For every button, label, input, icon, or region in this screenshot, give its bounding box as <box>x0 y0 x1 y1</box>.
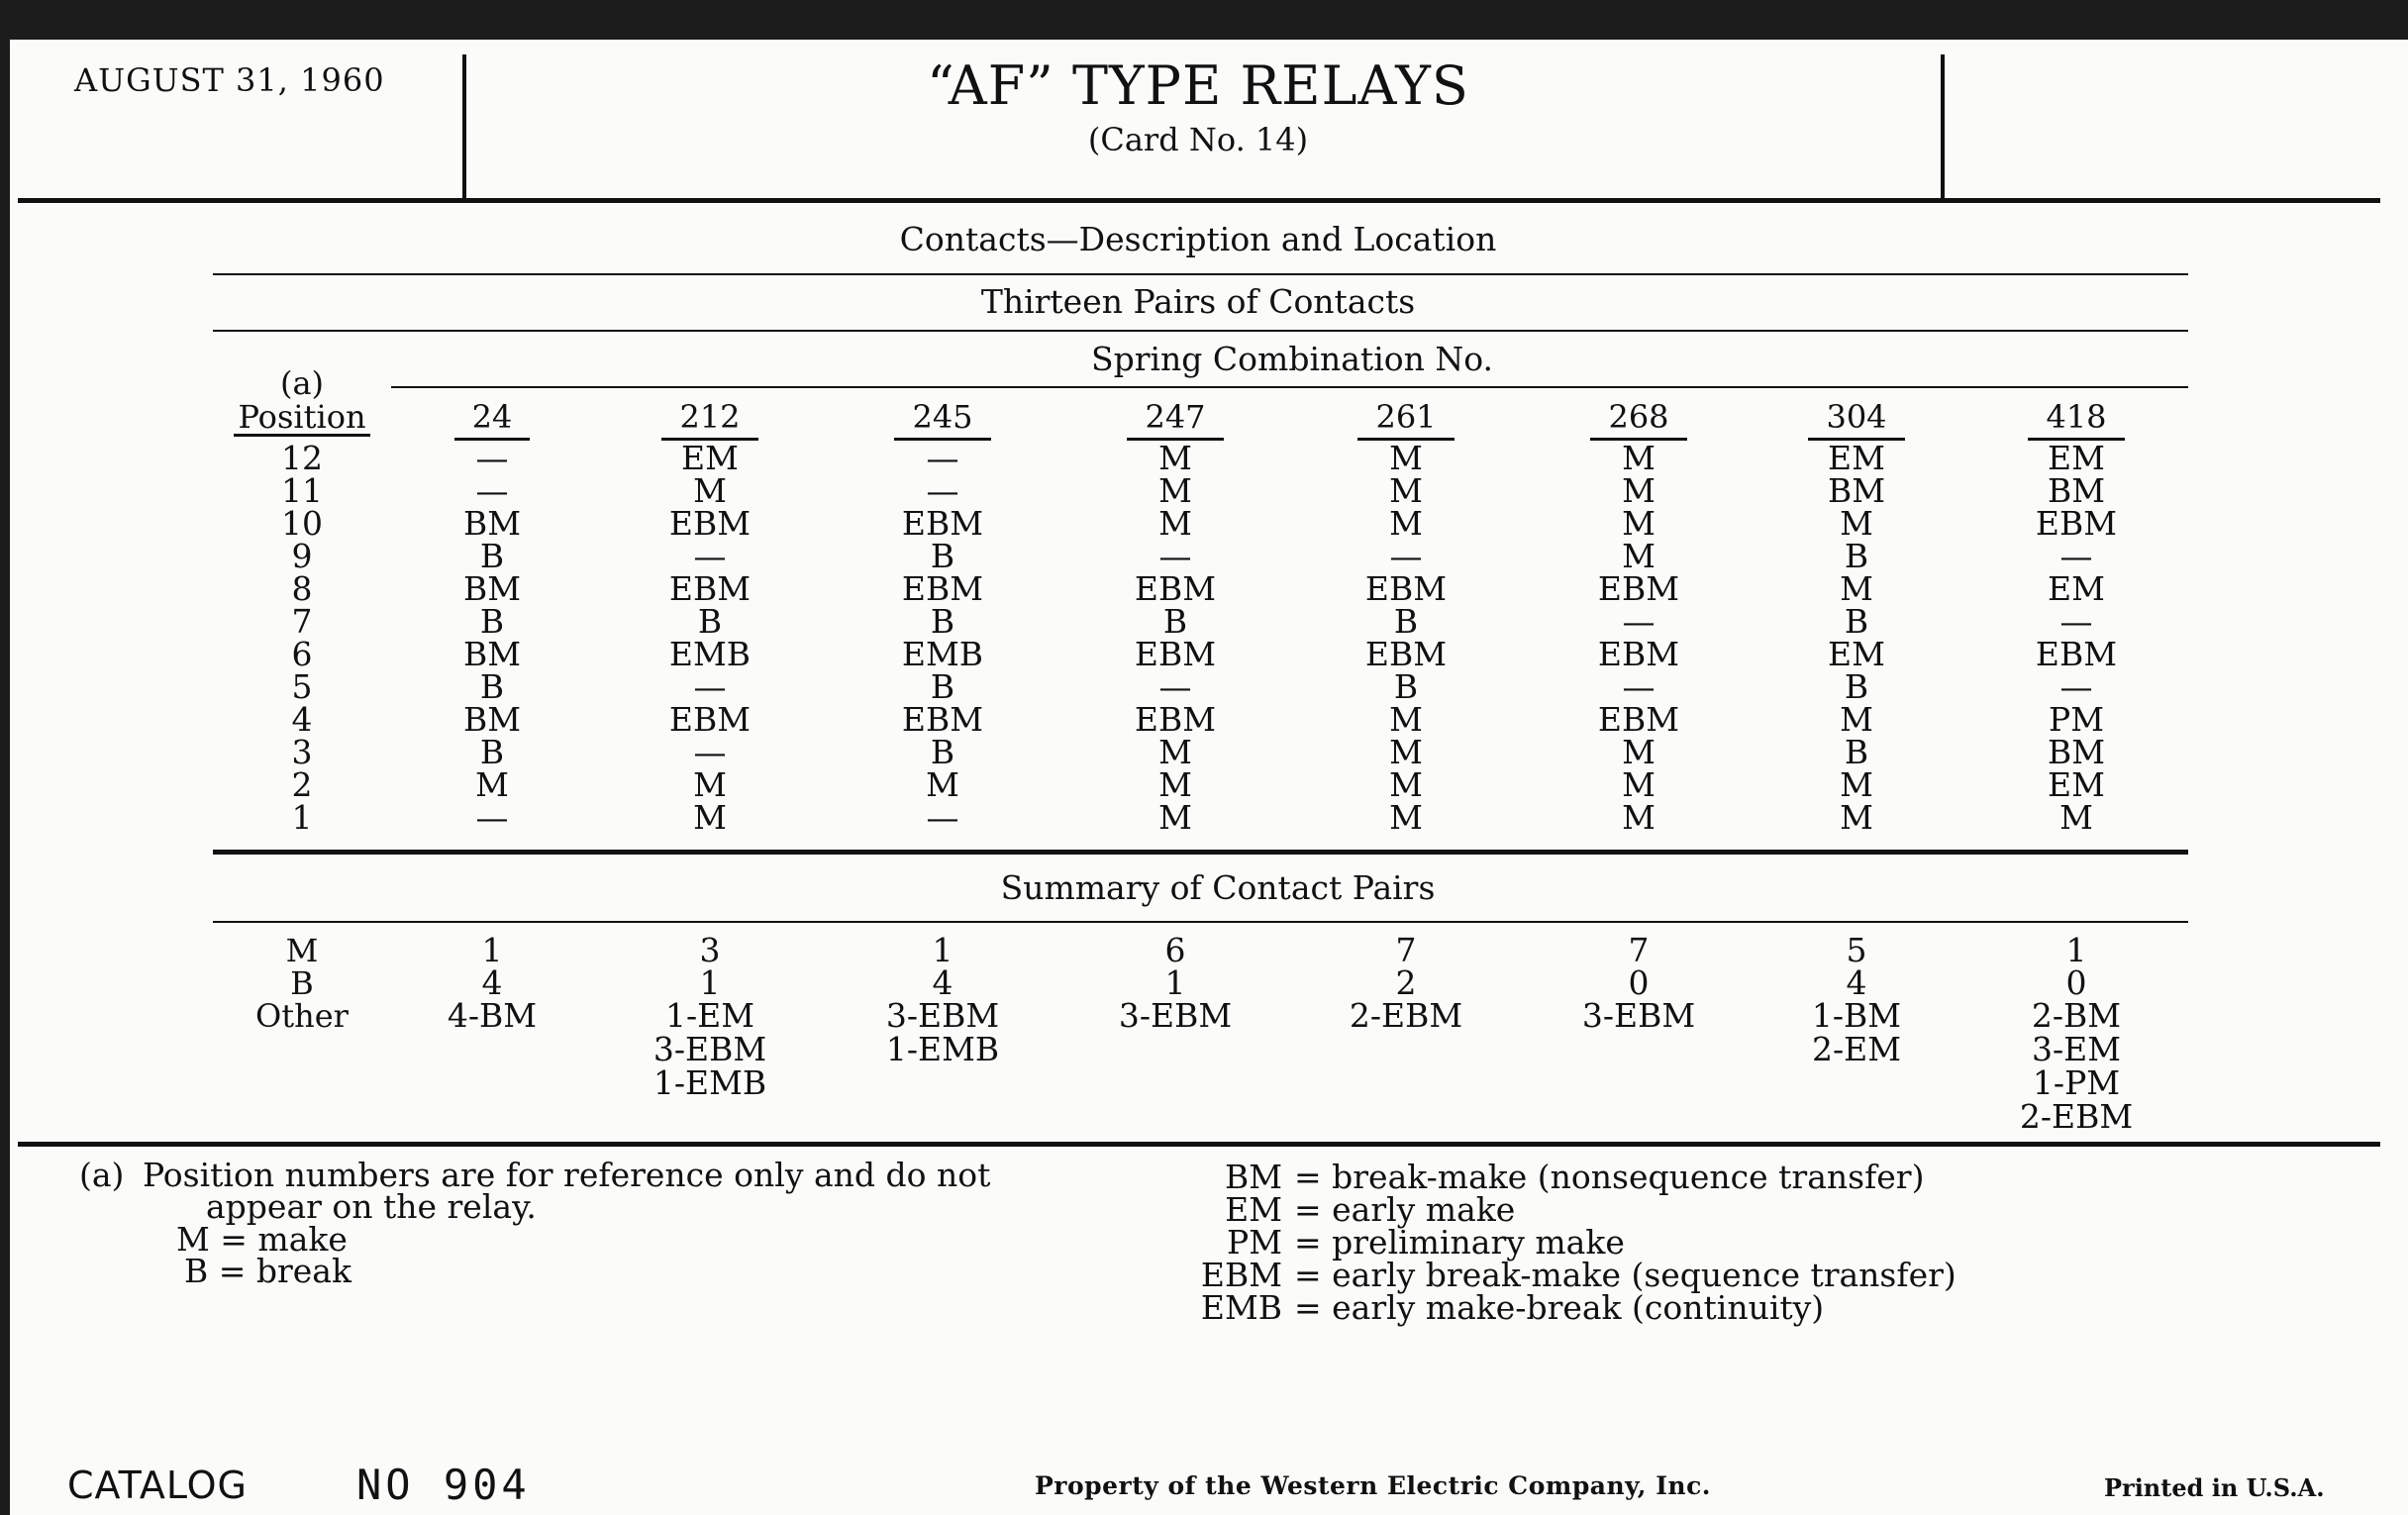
summary-count: 1 <box>481 931 503 969</box>
footnote-break: B = break <box>184 1252 351 1290</box>
contact-cell: EBM <box>1597 635 1680 673</box>
summary-other: 1-EMB <box>885 1030 1000 1068</box>
contact-cell: — <box>2059 602 2093 641</box>
contact-cell: BM <box>462 504 522 543</box>
column-header <box>631 398 789 441</box>
contact-cell: EBM <box>668 504 752 543</box>
page-title: “AF” TYPE RELAYS <box>927 54 1469 117</box>
section-contacts: Contacts—Description and Location <box>899 220 1497 258</box>
contact-cell: EBM <box>1597 569 1680 608</box>
summary-count: 1 <box>1164 963 1186 1002</box>
column-header-label: 24 <box>454 398 531 441</box>
legend-text: = early make-break (continuity) <box>1294 1288 1825 1327</box>
contact-cell: EM <box>1828 635 1885 673</box>
catalog-label: CATALOG <box>67 1464 249 1507</box>
column-header-label: 245 <box>894 398 990 441</box>
position-number: 1 <box>291 798 313 837</box>
contact-cell: B <box>1844 537 1869 575</box>
column-header <box>1559 398 1718 441</box>
contact-cell: — <box>2059 537 2093 575</box>
summary-other: 1-PM <box>2032 1063 2121 1102</box>
contact-cell: — <box>475 439 509 477</box>
legend-code: EM <box>1225 1190 1282 1229</box>
section-pairs: Thirteen Pairs of Contacts <box>980 282 1416 321</box>
summary-count: 7 <box>1395 931 1417 969</box>
contact-cell: EBM <box>1597 700 1680 739</box>
contact-cell: M <box>1622 439 1656 477</box>
rule <box>213 921 2188 923</box>
contact-cell: M <box>2059 798 2093 837</box>
summary-other: 2-EBM <box>2019 1097 2134 1136</box>
contact-cell: M <box>926 765 959 804</box>
summary-other: 3-EBM <box>652 1030 767 1068</box>
contact-cell: M <box>693 798 727 837</box>
contact-cell: EBM <box>668 569 752 608</box>
position-number: 4 <box>291 700 313 739</box>
contact-cell: M <box>1840 798 1873 837</box>
contact-cell: EBM <box>1134 635 1217 673</box>
position-number: 9 <box>291 537 313 575</box>
summary-other: 1-EMB <box>652 1063 767 1102</box>
position-number: 2 <box>291 765 313 804</box>
position-number: 11 <box>281 471 323 510</box>
contact-cell: M <box>1622 537 1656 575</box>
contact-cell: B <box>479 602 505 641</box>
contact-cell: B <box>479 667 505 706</box>
position-number: 12 <box>281 439 323 477</box>
contact-cell: — <box>1622 602 1656 641</box>
legend-code: BM <box>1224 1158 1282 1196</box>
column-header-label: 261 <box>1357 398 1454 441</box>
summary-count: 4 <box>932 963 953 1002</box>
summary-other: 3-EBM <box>1581 996 1696 1035</box>
contact-cell: M <box>1158 765 1192 804</box>
contact-cell: B <box>1162 602 1188 641</box>
summary-label: Other <box>255 997 349 1035</box>
legend-code: EBM <box>1200 1256 1282 1294</box>
contact-cell: M <box>1389 765 1423 804</box>
footnote-make: M = make <box>176 1220 348 1259</box>
contact-cell: M <box>1840 504 1873 543</box>
position-header <box>208 366 396 437</box>
contact-cell: EMB <box>901 635 984 673</box>
contact-cell: M <box>1389 733 1423 771</box>
printed-notice: Printed in U.S.A. <box>2104 1473 2325 1502</box>
position-number: 6 <box>291 635 313 673</box>
legend-text: = preliminary make <box>1294 1223 1625 1262</box>
contact-cell: BM <box>1827 471 1886 510</box>
contact-cell: B <box>1393 602 1419 641</box>
legend-code: PM <box>1227 1223 1282 1262</box>
contact-cell: M <box>1158 504 1192 543</box>
rule <box>213 330 2188 332</box>
contact-cell: EBM <box>1134 700 1217 739</box>
contact-cell: PM <box>2049 700 2104 739</box>
contact-cell: M <box>1158 733 1192 771</box>
contact-cell: B <box>697 602 723 641</box>
legend-item <box>1124 1288 1825 1327</box>
contact-cell: — <box>1622 667 1656 706</box>
summary-label: B <box>290 964 314 1002</box>
summary-count: 3 <box>699 931 721 969</box>
summary-other: 1-EM <box>664 996 755 1035</box>
contact-cell: EM <box>2048 569 2105 608</box>
card-number: (Card No. 14) <box>1087 121 1309 158</box>
catalog-number: NO 904 <box>356 1461 531 1509</box>
contact-cell: M <box>1389 700 1423 739</box>
footnote-text: Position numbers are for reference only and do not <box>142 1156 991 1194</box>
column-header <box>1997 398 2156 441</box>
contact-cell: B <box>1844 733 1869 771</box>
contact-cell: EBM <box>2035 635 2118 673</box>
summary-other: 2-EBM <box>1349 996 1463 1035</box>
contact-cell: EMB <box>668 635 752 673</box>
contact-cell: — <box>926 798 959 837</box>
contact-cell: EM <box>2048 439 2105 477</box>
contact-cell: EM <box>1828 439 1885 477</box>
footer-rule <box>18 1142 2380 1147</box>
summary-count: 1 <box>2065 931 2087 969</box>
rule <box>391 386 2188 388</box>
column-header <box>1096 398 1254 441</box>
table-bottom-rule <box>213 850 2188 855</box>
contact-cell: B <box>479 537 505 575</box>
contact-cell: — <box>693 667 727 706</box>
header-rule <box>18 198 2380 203</box>
column-header <box>863 398 1022 441</box>
contact-cell: M <box>1389 439 1423 477</box>
contact-cell: B <box>930 667 955 706</box>
position-number: 7 <box>291 602 313 641</box>
contact-cell: B <box>930 733 955 771</box>
column-header-label: 304 <box>1808 398 1904 441</box>
position-header-label: Position <box>234 400 369 437</box>
summary-count: 1 <box>699 963 721 1002</box>
contact-cell: BM <box>2047 471 2106 510</box>
contact-cell: EBM <box>901 700 984 739</box>
contact-cell: BM <box>462 569 522 608</box>
contact-cell: M <box>1622 471 1656 510</box>
summary-other: 3-EBM <box>885 996 1000 1035</box>
property-notice: Property of the Western Electric Company, Inc. <box>1035 1471 1712 1500</box>
legend-item <box>1124 1256 1956 1294</box>
contact-cell: EBM <box>668 700 752 739</box>
contact-cell: — <box>926 471 959 510</box>
contact-cell: BM <box>2047 733 2106 771</box>
contact-cell: EBM <box>901 569 984 608</box>
contact-cell: M <box>1389 504 1423 543</box>
position-number: 8 <box>291 569 313 608</box>
footnote-text-cont: appear on the relay. <box>206 1187 537 1226</box>
contact-cell: B <box>1844 602 1869 641</box>
contact-cell: M <box>1389 471 1423 510</box>
contact-cell: — <box>693 537 727 575</box>
column-header <box>1327 398 1485 441</box>
legend-item <box>1124 1190 1516 1229</box>
contact-cell: — <box>475 798 509 837</box>
contact-cell: EBM <box>901 504 984 543</box>
legend-code: EMB <box>1200 1288 1282 1327</box>
legend-text: = early break-make (sequence transfer) <box>1294 1256 1956 1294</box>
contact-cell: M <box>1158 798 1192 837</box>
contact-cell: B <box>930 602 955 641</box>
column-header-label: 212 <box>661 398 757 441</box>
contact-cell: EM <box>2048 765 2105 804</box>
contact-cell: M <box>1622 765 1656 804</box>
contact-cell: M <box>1622 504 1656 543</box>
contact-cell: B <box>1844 667 1869 706</box>
position-header-note: (a) <box>279 364 325 402</box>
contact-cell: — <box>1158 667 1192 706</box>
summary-other: 3-EBM <box>1118 996 1233 1035</box>
contact-cell: M <box>693 471 727 510</box>
summary-count: 1 <box>932 931 953 969</box>
summary-count: 5 <box>1846 931 1867 969</box>
contact-cell: BM <box>462 700 522 739</box>
summary-count: 0 <box>1628 963 1650 1002</box>
contact-cell: EM <box>681 439 739 477</box>
column-header-label: 418 <box>2028 398 2124 441</box>
contact-cell: — <box>475 471 509 510</box>
column-header-label: 247 <box>1127 398 1223 441</box>
contact-cell: EBM <box>1134 569 1217 608</box>
contact-cell: M <box>1622 798 1656 837</box>
contact-cell: B <box>479 733 505 771</box>
legend-item <box>1124 1158 1925 1196</box>
summary-count: 4 <box>481 963 503 1002</box>
summary-other: 1-BM <box>1811 996 1902 1035</box>
summary-count: 4 <box>1846 963 1867 1002</box>
contact-cell: — <box>926 439 959 477</box>
legend-text: = break-make (nonsequence transfer) <box>1294 1158 1925 1196</box>
section-spring: Spring Combination No. <box>1090 340 1494 378</box>
column-header <box>413 398 571 441</box>
contact-cell: M <box>1389 798 1423 837</box>
legend-item <box>1124 1223 1625 1262</box>
summary-other: 2-BM <box>2031 996 2122 1035</box>
contact-cell: M <box>693 765 727 804</box>
card-date: AUGUST 31, 1960 <box>74 61 385 99</box>
contact-cell: EBM <box>1364 635 1448 673</box>
position-number: 5 <box>291 667 313 706</box>
contact-cell: M <box>1840 700 1873 739</box>
contact-cell: BM <box>462 635 522 673</box>
summary-count: 0 <box>2065 963 2087 1002</box>
contact-cell: M <box>1840 569 1873 608</box>
position-number: 3 <box>291 733 313 771</box>
contact-cell: B <box>930 537 955 575</box>
contact-cell: M <box>1622 733 1656 771</box>
summary-count: 6 <box>1164 931 1186 969</box>
summary-label: M <box>285 932 319 969</box>
contact-cell: M <box>1158 471 1192 510</box>
position-number: 10 <box>281 504 323 543</box>
legend-text: = early make <box>1294 1190 1516 1229</box>
contact-cell: M <box>1158 439 1192 477</box>
section-summary: Summary of Contact Pairs <box>1000 868 1436 907</box>
contact-cell: EBM <box>1364 569 1448 608</box>
contact-cell: EBM <box>2035 504 2118 543</box>
contact-cell: — <box>1389 537 1423 575</box>
footnote-marker: (a) <box>79 1156 125 1194</box>
summary-count: 2 <box>1395 963 1417 1002</box>
contact-cell: — <box>2059 667 2093 706</box>
summary-other: 3-EM <box>2031 1030 2122 1068</box>
contact-cell: — <box>1158 537 1192 575</box>
contact-cell: — <box>693 733 727 771</box>
summary-count: 7 <box>1628 931 1650 969</box>
rule <box>213 273 2188 275</box>
summary-other: 4-BM <box>447 996 538 1035</box>
contact-cell: M <box>475 765 509 804</box>
column-header <box>1777 398 1936 441</box>
contact-cell: M <box>1840 765 1873 804</box>
column-header-label: 268 <box>1590 398 1686 441</box>
summary-other: 2-EM <box>1811 1030 1902 1068</box>
contact-cell: B <box>1393 667 1419 706</box>
